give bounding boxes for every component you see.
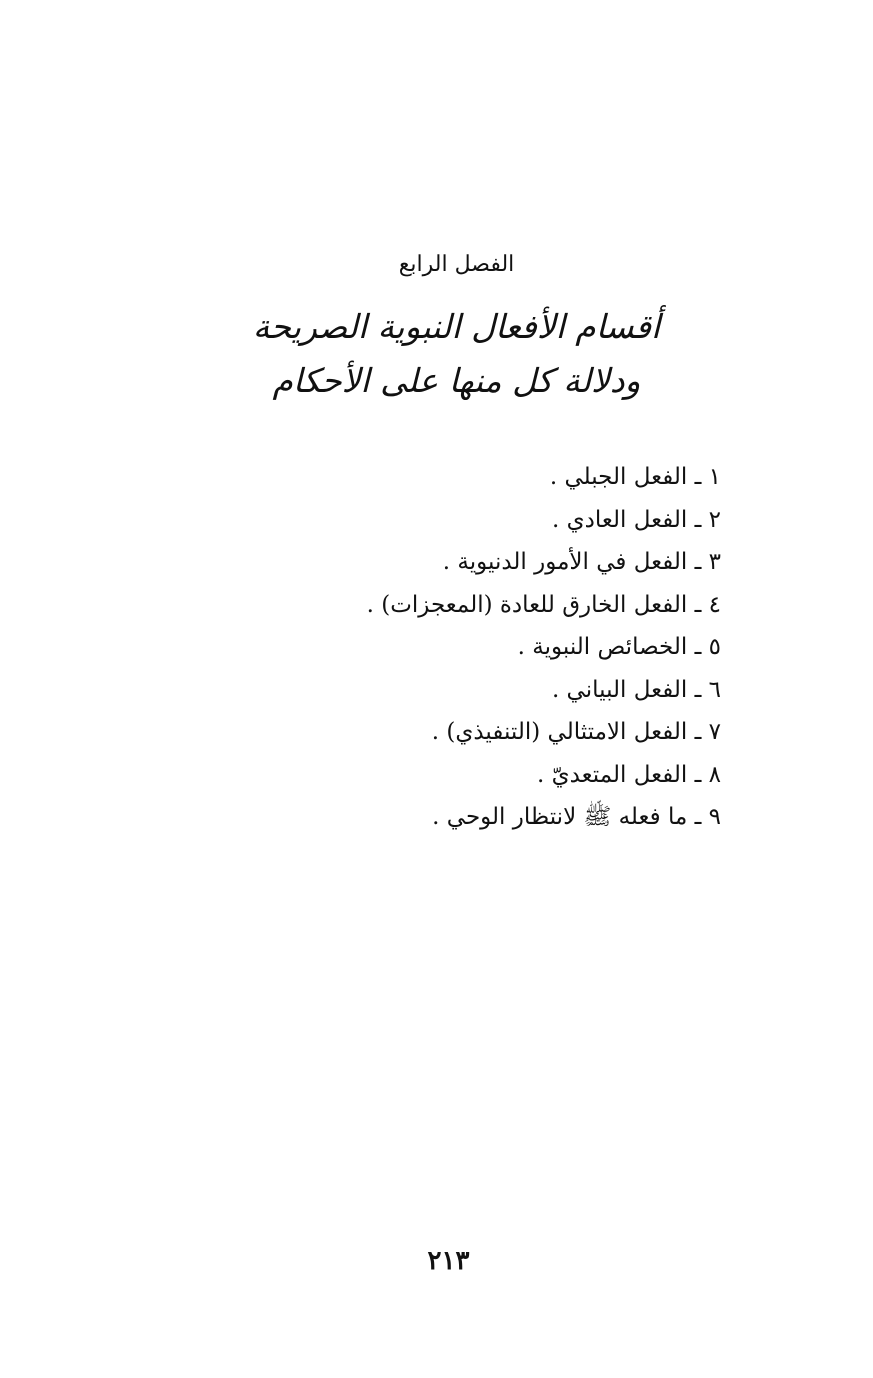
chapter-title-line-1: أقسام الأفعال النبوية الصريحة [252, 307, 661, 346]
list-item: ٢ ـ الفعل العادي . [552, 506, 721, 533]
chapter-title [0, 300, 873, 408]
list-item: ٩ ـ ما فعله ﷺ لانتظار الوحي . [432, 804, 721, 830]
list-item: ٣ ـ الفعل في الأمور الدنيوية . [442, 549, 721, 575]
list-item: ٧ ـ الفعل الامتثالي (التنفيذي) . [431, 719, 721, 745]
list-item: ٥ ـ الخصائص النبوية . [517, 634, 721, 660]
page-number: ٢١٣ [427, 1246, 470, 1276]
list-item: ٤ ـ الفعل الخارق للعادة (المعجزات) . [366, 591, 721, 618]
list-item: ١ ـ الفعل الجبلي . [549, 464, 721, 490]
list-item: ٦ ـ الفعل البياني . [551, 676, 721, 703]
section-list [281, 456, 721, 839]
chapter-label: الفصل الرابع [398, 252, 515, 277]
list-item: ٨ ـ الفعل المتعديّ . [536, 761, 721, 788]
chapter-title-line-2: ودلالة كل منها على الأحكام [272, 361, 641, 400]
